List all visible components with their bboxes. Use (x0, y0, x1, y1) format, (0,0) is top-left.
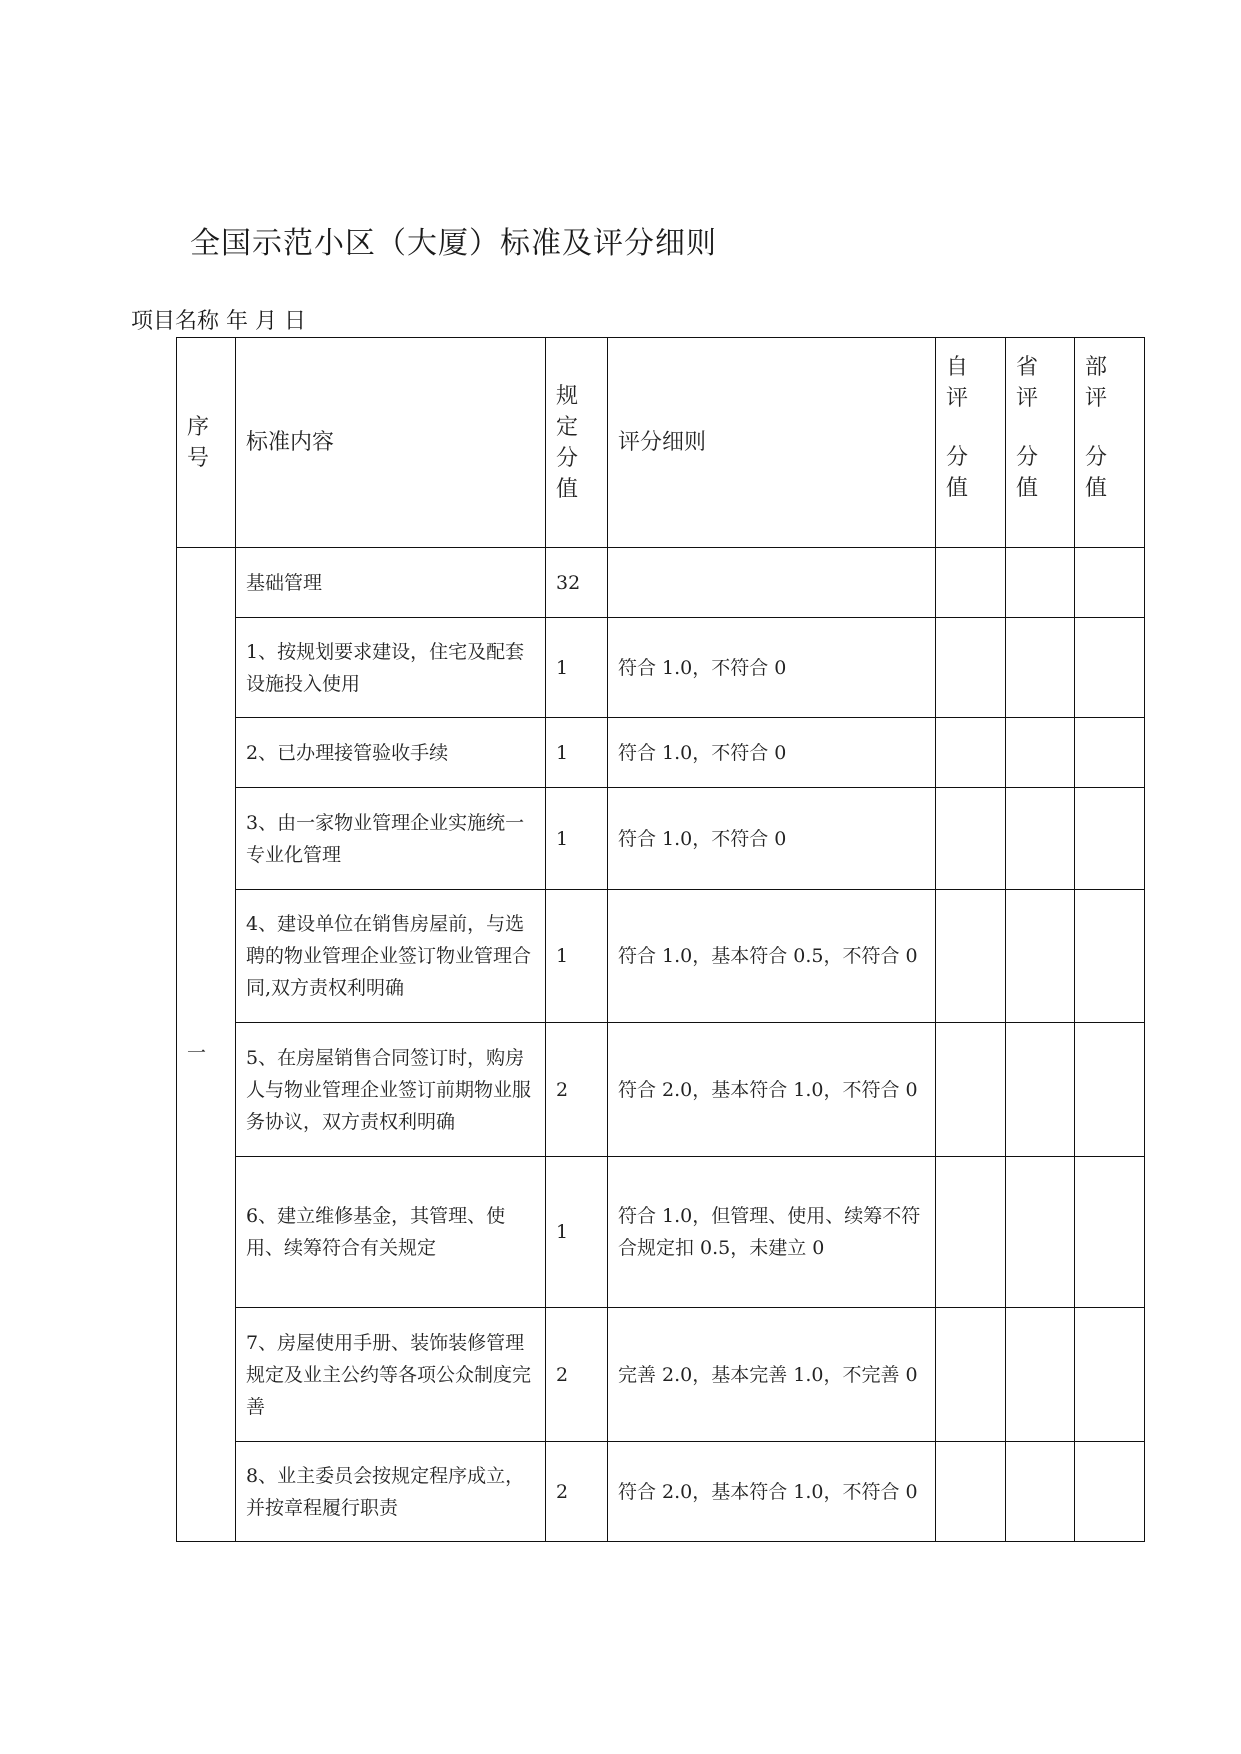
header-self-char: 值 (946, 476, 969, 501)
standard-points: 1 (546, 890, 608, 1023)
header-self-char: 自 (946, 355, 969, 380)
standard-content: 2、已办理接管验收手续 (236, 718, 546, 788)
standard-points: 1 (546, 618, 608, 718)
standard-content: 6、建立维修基金，其管理、使用、续筹符合有关规定 (236, 1157, 546, 1308)
table-row (177, 618, 1145, 718)
standard-content: 1、按规划要求建设，住宅及配套设施投入使用 (236, 618, 546, 718)
ministry-score-cell[interactable] (1075, 1023, 1145, 1157)
table-row (177, 788, 1145, 890)
header-self-score (936, 338, 1006, 548)
provincial-score-cell[interactable] (1006, 618, 1075, 718)
self-score-cell[interactable] (936, 788, 1006, 890)
section-seq-number: 一 (177, 548, 236, 1542)
table-row (177, 1157, 1145, 1308)
standard-content: 3、由一家物业管理企业实施统一专业化管理 (236, 788, 546, 890)
self-score-cell[interactable] (936, 618, 1006, 718)
provincial-score-cell[interactable] (1006, 548, 1075, 618)
ministry-score-cell[interactable] (1075, 890, 1145, 1023)
standard-points: 1 (546, 788, 608, 890)
header-prov-char: 评 (1016, 386, 1039, 411)
standard-points: 1 (546, 718, 608, 788)
self-score-cell[interactable] (936, 548, 1006, 618)
standard-points: 2 (546, 1442, 608, 1542)
header-points (546, 338, 608, 548)
ministry-score-cell[interactable] (1075, 1442, 1145, 1542)
standard-content: 5、在房屋销售合同签订时，购房人与物业管理企业签订前期物业服务协议，双方责权利明确 (236, 1023, 546, 1157)
scoring-rules: 完善 2.0，基本完善 1.0，不完善 0 (608, 1308, 936, 1442)
table-row (177, 1023, 1145, 1157)
provincial-score-cell[interactable] (1006, 1157, 1075, 1308)
standard-points: 2 (546, 1023, 608, 1157)
document-title: 全国示范小区（大厦）标准及评分细则 (190, 226, 717, 261)
table-row (177, 1308, 1145, 1442)
provincial-score-cell[interactable] (1006, 1442, 1075, 1542)
scoring-table (176, 337, 1145, 1542)
section-name: 基础管理 (236, 548, 546, 618)
standard-points: 2 (546, 1308, 608, 1442)
provincial-score-cell[interactable] (1006, 1308, 1075, 1442)
self-score-cell[interactable] (936, 718, 1006, 788)
header-self-char: 评 (946, 386, 969, 411)
self-score-cell[interactable] (936, 1442, 1006, 1542)
section-rules-cell (608, 548, 936, 618)
scoring-rules: 符合 2.0，基本符合 1.0，不符合 0 (608, 1023, 936, 1157)
header-ministry-score (1075, 338, 1145, 548)
header-prov-char: 值 (1016, 476, 1039, 501)
self-score-cell[interactable] (936, 1157, 1006, 1308)
standard-content: 8、业主委员会按规定程序成立，并按章程履行职责 (236, 1442, 546, 1542)
provincial-score-cell[interactable] (1006, 890, 1075, 1023)
section-row (177, 548, 1145, 618)
table-row (177, 718, 1145, 788)
self-score-cell[interactable] (936, 1023, 1006, 1157)
header-min-char: 值 (1085, 476, 1108, 501)
header-points-char: 分 (556, 445, 579, 471)
self-score-cell[interactable] (936, 890, 1006, 1023)
provincial-score-cell[interactable] (1006, 788, 1075, 890)
ministry-score-cell[interactable] (1075, 1308, 1145, 1442)
header-seq (177, 338, 236, 548)
table-header-row (177, 338, 1145, 548)
header-seq-char: 号 (187, 445, 210, 471)
table-row (177, 1442, 1145, 1542)
table-row (177, 890, 1145, 1023)
header-min-char: 分 (1085, 445, 1108, 470)
scoring-rules: 符合 1.0，但管理、使用、续筹不符合规定扣 0.5，未建立 0 (608, 1157, 936, 1308)
ministry-score-cell[interactable] (1075, 548, 1145, 618)
header-seq-char: 序 (187, 414, 210, 440)
header-prov-char: 分 (1016, 445, 1039, 470)
standard-points: 1 (546, 1157, 608, 1308)
scoring-rules: 符合 1.0，不符合 0 (608, 718, 936, 788)
scoring-rules: 符合 1.0，不符合 0 (608, 618, 936, 718)
scoring-rules: 符合 1.0，基本符合 0.5，不符合 0 (608, 890, 936, 1023)
ministry-score-cell[interactable] (1075, 718, 1145, 788)
header-content: 标准内容 (236, 338, 546, 548)
standard-content: 4、建设单位在销售房屋前，与选聘的物业管理企业签订物业管理合同,双方责权利明确 (236, 890, 546, 1023)
header-self-char: 分 (946, 445, 969, 470)
scoring-rules: 符合 2.0，基本符合 1.0，不符合 0 (608, 1442, 936, 1542)
standard-content: 7、房屋使用手册、装饰装修管理规定及业主公约等各项公众制度完善 (236, 1308, 546, 1442)
header-provincial-score (1006, 338, 1075, 548)
header-rules: 评分细则 (608, 338, 936, 548)
header-min-char: 部 (1085, 355, 1108, 380)
section-points: 32 (546, 548, 608, 618)
ministry-score-cell[interactable] (1075, 1157, 1145, 1308)
provincial-score-cell[interactable] (1006, 718, 1075, 788)
header-points-char: 值 (556, 476, 579, 502)
scoring-rules: 符合 1.0，不符合 0 (608, 788, 936, 890)
ministry-score-cell[interactable] (1075, 618, 1145, 718)
project-name-date-line: 项目名称 年 月 日 (131, 309, 306, 334)
header-points-char: 定 (556, 414, 579, 440)
header-min-char: 评 (1085, 386, 1108, 411)
ministry-score-cell[interactable] (1075, 788, 1145, 890)
header-prov-char: 省 (1016, 355, 1039, 380)
provincial-score-cell[interactable] (1006, 1023, 1075, 1157)
header-points-char: 规 (556, 383, 579, 409)
self-score-cell[interactable] (936, 1308, 1006, 1442)
